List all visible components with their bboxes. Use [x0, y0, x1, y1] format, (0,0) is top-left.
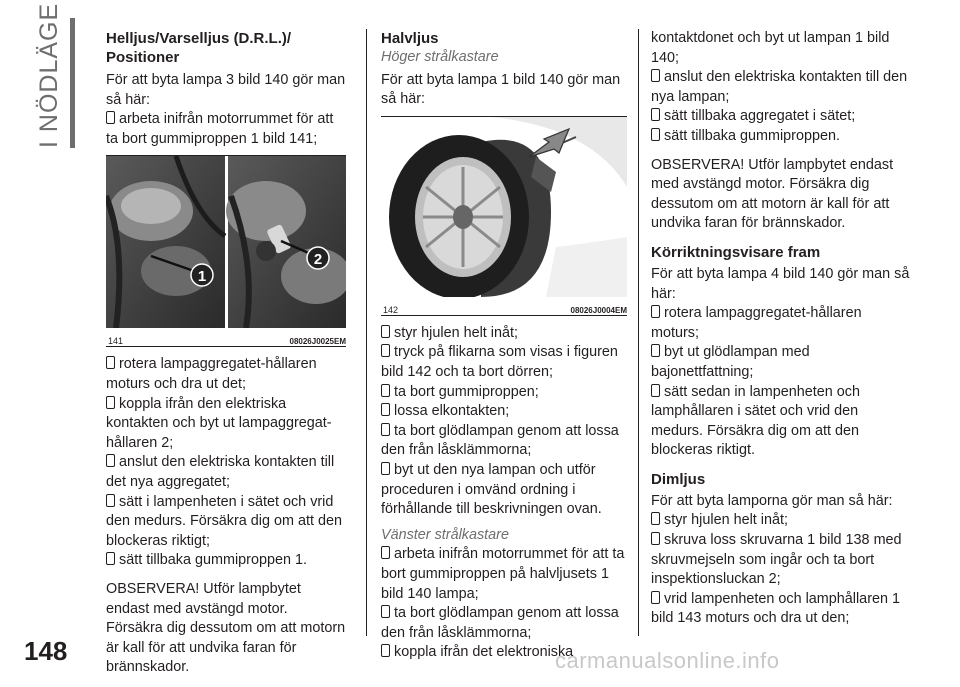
list-item: styr hjulen helt inåt; — [381, 324, 627, 344]
checkbox-icon — [651, 305, 660, 318]
list-item: arbeta inifrån motorrummet för att ta bort gummiproppen på halvljusets 1 bild 140 lampa; — [381, 546, 625, 602]
list-item: styr hjulen helt inåt; — [651, 511, 913, 531]
list-item: koppla ifrån den elektriska kontakten och byt ut lampaggregat-hållaren 2; — [106, 395, 332, 451]
list-item: skruva loss skruvarna 1 bild 138 med skruvmejseln som ingår och ta bort inspektionsluckan 2; — [651, 532, 902, 588]
list-item: lossa elkontakten; — [381, 402, 627, 422]
list-item: rotera lampaggregatet-hållaren moturs; — [651, 305, 862, 341]
column-3 — [651, 29, 913, 629]
list-item: ta bort glödlampan genom att lossa den från låsklämmorna; — [381, 605, 619, 641]
wheel-arch-image — [381, 117, 627, 297]
section-heading: Helljus/Varselljus (D.R.L.)/ Positioner — [106, 30, 292, 66]
intro-text: För att byta lampa 3 bild 140 gör man så här: — [106, 72, 346, 108]
checkbox-icon — [106, 552, 115, 565]
figure-caption — [381, 297, 627, 315]
section-heading: Körriktningsvisare fram — [651, 243, 821, 261]
list-item: sätt sedan in lampenheten och lamphållaren i sätet och vrid den medurs. Försäkra dig om att den blockeras riktigt. — [651, 383, 861, 459]
list-item: anslut den elektriska kontakten till den nya lampan; — [651, 69, 908, 105]
list-item: sätt i lampenheten i sätet och vrid den medurs. Försäkra dig om att den blockeras riktigt; — [106, 493, 342, 549]
list-item: ta bort glödlampan genom att lossa den från låsklämmorna; — [381, 422, 619, 459]
figure-number: 142 — [383, 304, 399, 315]
checkbox-icon — [651, 128, 660, 141]
list-item: tryck på flikarna som visas i figuren bild 142 och ta bort dörren; — [381, 344, 618, 380]
checkbox-icon — [381, 344, 390, 357]
checkbox-icon — [106, 111, 115, 124]
note-text: OBSERVERA! Utför lampbytet endast med avstängd motor. Försäkra dig dessutom om att motorn är kall för att undvika faran för brännskador. — [651, 156, 894, 232]
section-heading: Halvljus — [381, 30, 439, 47]
checkbox-icon — [381, 423, 390, 436]
checkbox-icon — [106, 356, 115, 369]
column-1 — [106, 29, 346, 687]
intro-text: För att byta lamporna gör man så här: — [651, 492, 893, 509]
chapter-side-tab — [26, 2, 86, 148]
intro-text: För att byta lampa 1 bild 140 gör man så här: — [381, 71, 621, 108]
list-item: sätt tillbaka gummiproppen 1. — [106, 551, 346, 571]
figure-141 — [106, 155, 346, 347]
checkbox-icon — [106, 494, 115, 507]
intro-text: För att byta lampa 4 bild 140 gör man så här: — [651, 265, 910, 302]
figure-code: 08026J0004EM — [570, 305, 627, 315]
engine-bay-image — [106, 156, 346, 328]
checkbox-icon — [651, 69, 660, 82]
figure-caption — [106, 328, 346, 346]
watermark: carmanualsonline.info — [555, 648, 780, 673]
list-item-continued: kontaktdonet och byt ut lampan 1 bild 140; — [651, 30, 890, 66]
list-item: ta bort gummiproppen; — [381, 383, 627, 403]
column-divider — [366, 29, 367, 636]
checkbox-icon — [381, 403, 390, 416]
figure-number: 141 — [108, 336, 124, 347]
list-item: byt ut den nya lampan och utför proceduren i omvänd ordning i förhållande till beskrivningen ovan. — [381, 461, 602, 518]
page-number: 148 — [24, 636, 68, 666]
checkbox-icon — [651, 384, 660, 397]
list-item: byt ut glödlampan med bajonettfattning; — [651, 344, 810, 380]
list-item: rotera lampaggregatet-hållaren moturs och dra ut det; — [106, 356, 317, 392]
fig-callout-1: 1 — [197, 268, 207, 286]
subheading: Vänster strålkastare — [381, 526, 509, 543]
list-item: vrid lampenheten och lamphållaren 1 bild 143 moturs och dra ut den; — [651, 590, 900, 627]
checkbox-icon — [651, 591, 660, 604]
list-item: koppla ifrån det elektroniska — [381, 643, 627, 663]
chapter-title: I NÖDLÄGE — [35, 2, 63, 148]
checkbox-icon — [381, 546, 390, 559]
chapter-tab-bar — [70, 18, 75, 148]
checkbox-icon — [381, 605, 390, 618]
figure-code: 08026J0025EM — [289, 337, 346, 347]
column-2 — [381, 29, 627, 663]
checkbox-icon — [381, 462, 390, 475]
fig-callout-2: 2 — [313, 251, 323, 269]
checkbox-icon — [381, 644, 390, 657]
checkbox-icon — [651, 512, 660, 525]
subheading: Höger strålkastare — [381, 49, 499, 65]
checkbox-icon — [651, 344, 660, 357]
figure-142 — [381, 116, 627, 316]
checkbox-icon — [381, 325, 390, 338]
checkbox-icon — [651, 532, 660, 545]
checkbox-icon — [651, 108, 660, 121]
section-heading: Dimljus — [651, 470, 706, 488]
list-item: anslut den elektriska kontakten till det nya aggregatet; — [106, 454, 335, 490]
checkbox-icon — [106, 454, 115, 467]
checkbox-icon — [381, 384, 390, 397]
column-divider — [638, 29, 639, 636]
list-item: arbeta inifrån motorrummet för att ta bort gummiproppen 1 bild 141; — [106, 111, 334, 147]
checkbox-icon — [106, 396, 115, 409]
note-text: OBSERVERA! Utför lampbytet endast med avstängd motor. Försäkra dig dessutom om att motorn är kall för att undvika faran för brännskador. — [106, 580, 346, 676]
list-item: sätt tillbaka gummiproppen. — [651, 127, 913, 147]
list-item: sätt tillbaka aggregatet i sätet; — [651, 107, 913, 127]
